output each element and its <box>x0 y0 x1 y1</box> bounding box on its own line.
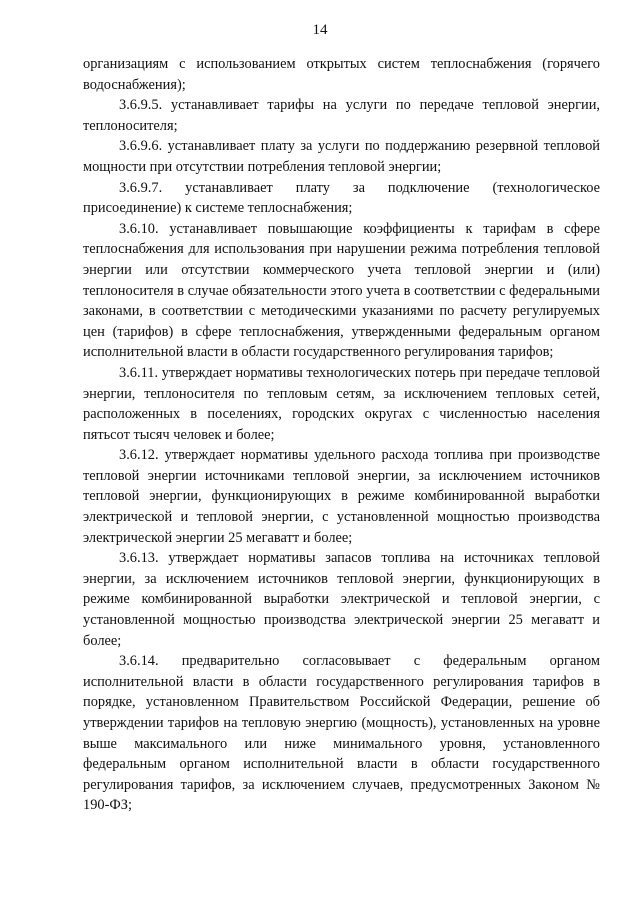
page-number: 14 <box>312 22 328 38</box>
paragraph-3-6-10: 3.6.10. устанавливает повышающие коэффициенты к тарифам в сфере теплоснабжения для использования при нарушении режима потребления тепловой энергии или отсутствии коммерческого учета тепловой энергии и (или) теплоносителя в случае обязательности этого учета в соответствии с федеральными законами, в соответствии с методическими указаниями по расчету регулируемых цен (тарифов) в сфере теплоснабжения, утвержденными федеральным органом исполнительной власти в области государственного регулирования тарифов; <box>83 220 600 361</box>
paragraph-3-6-9-6: 3.6.9.6. устанавливает плату за услуги по поддержанию резервной тепловой мощности при отсутствии потребления тепловой энергии; <box>83 138 600 175</box>
paragraph-3-6-13: 3.6.13. утверждает нормативы запасов топлива на источниках тепловой энергии, за исключением источников тепловой энергии, функционирующих в режиме комбинированной выработки электрической и тепловой энергии, с установленной мощностью производства электрической энергии 25 мегаватт и более; <box>83 550 600 649</box>
paragraph-3-6-14: 3.6.14. предварительно согласовывает с федеральным органом исполнительной власти в области государственного регулирования тарифов в порядке, установленном Правительством Российской Федерации, решение об утверждении тарифов на тепловую энергию (мощность), установленных на уровне выше максимального или ниже минимального уровня, установленного федеральным органом исполнительной власти в области государственного регулирования тарифов, за исключением случаев, предусмотренных Законом № 190-ФЗ; <box>83 653 600 814</box>
paragraph-3-6-9-7: 3.6.9.7. устанавливает плату за подключение (технологическое присоединение) к системе теплоснабжения; <box>83 179 600 217</box>
paragraph-3-6-12: 3.6.12. утверждает нормативы удельного расхода топлива при производстве тепловой энергии источниками тепловой энергии, за исключением источников тепловой энергии, функционирующих в режиме комбинированной выработки электрической и тепловой энергии, с установленной мощностью производства электрической энергии 25 мегаватт и более; <box>83 447 600 546</box>
paragraph-3-6-9-5: 3.6.9.5. устанавливает тарифы на услуги по передаче тепловой энергии, теплоносителя; <box>83 97 600 134</box>
document-body <box>83 54 600 816</box>
paragraph-3-6-11: 3.6.11. утверждает нормативы технологических потерь при передаче тепловой энергии, теплоносителя по тепловым сетям, за исключением тепловых сетей, расположенных в поселениях, городских округах с численностью населения пятьсот тысяч человек и более; <box>83 364 600 443</box>
paragraph-continuation: организациям с использованием открытых систем теплоснабжения (горячего водоснабжения); <box>83 56 600 93</box>
